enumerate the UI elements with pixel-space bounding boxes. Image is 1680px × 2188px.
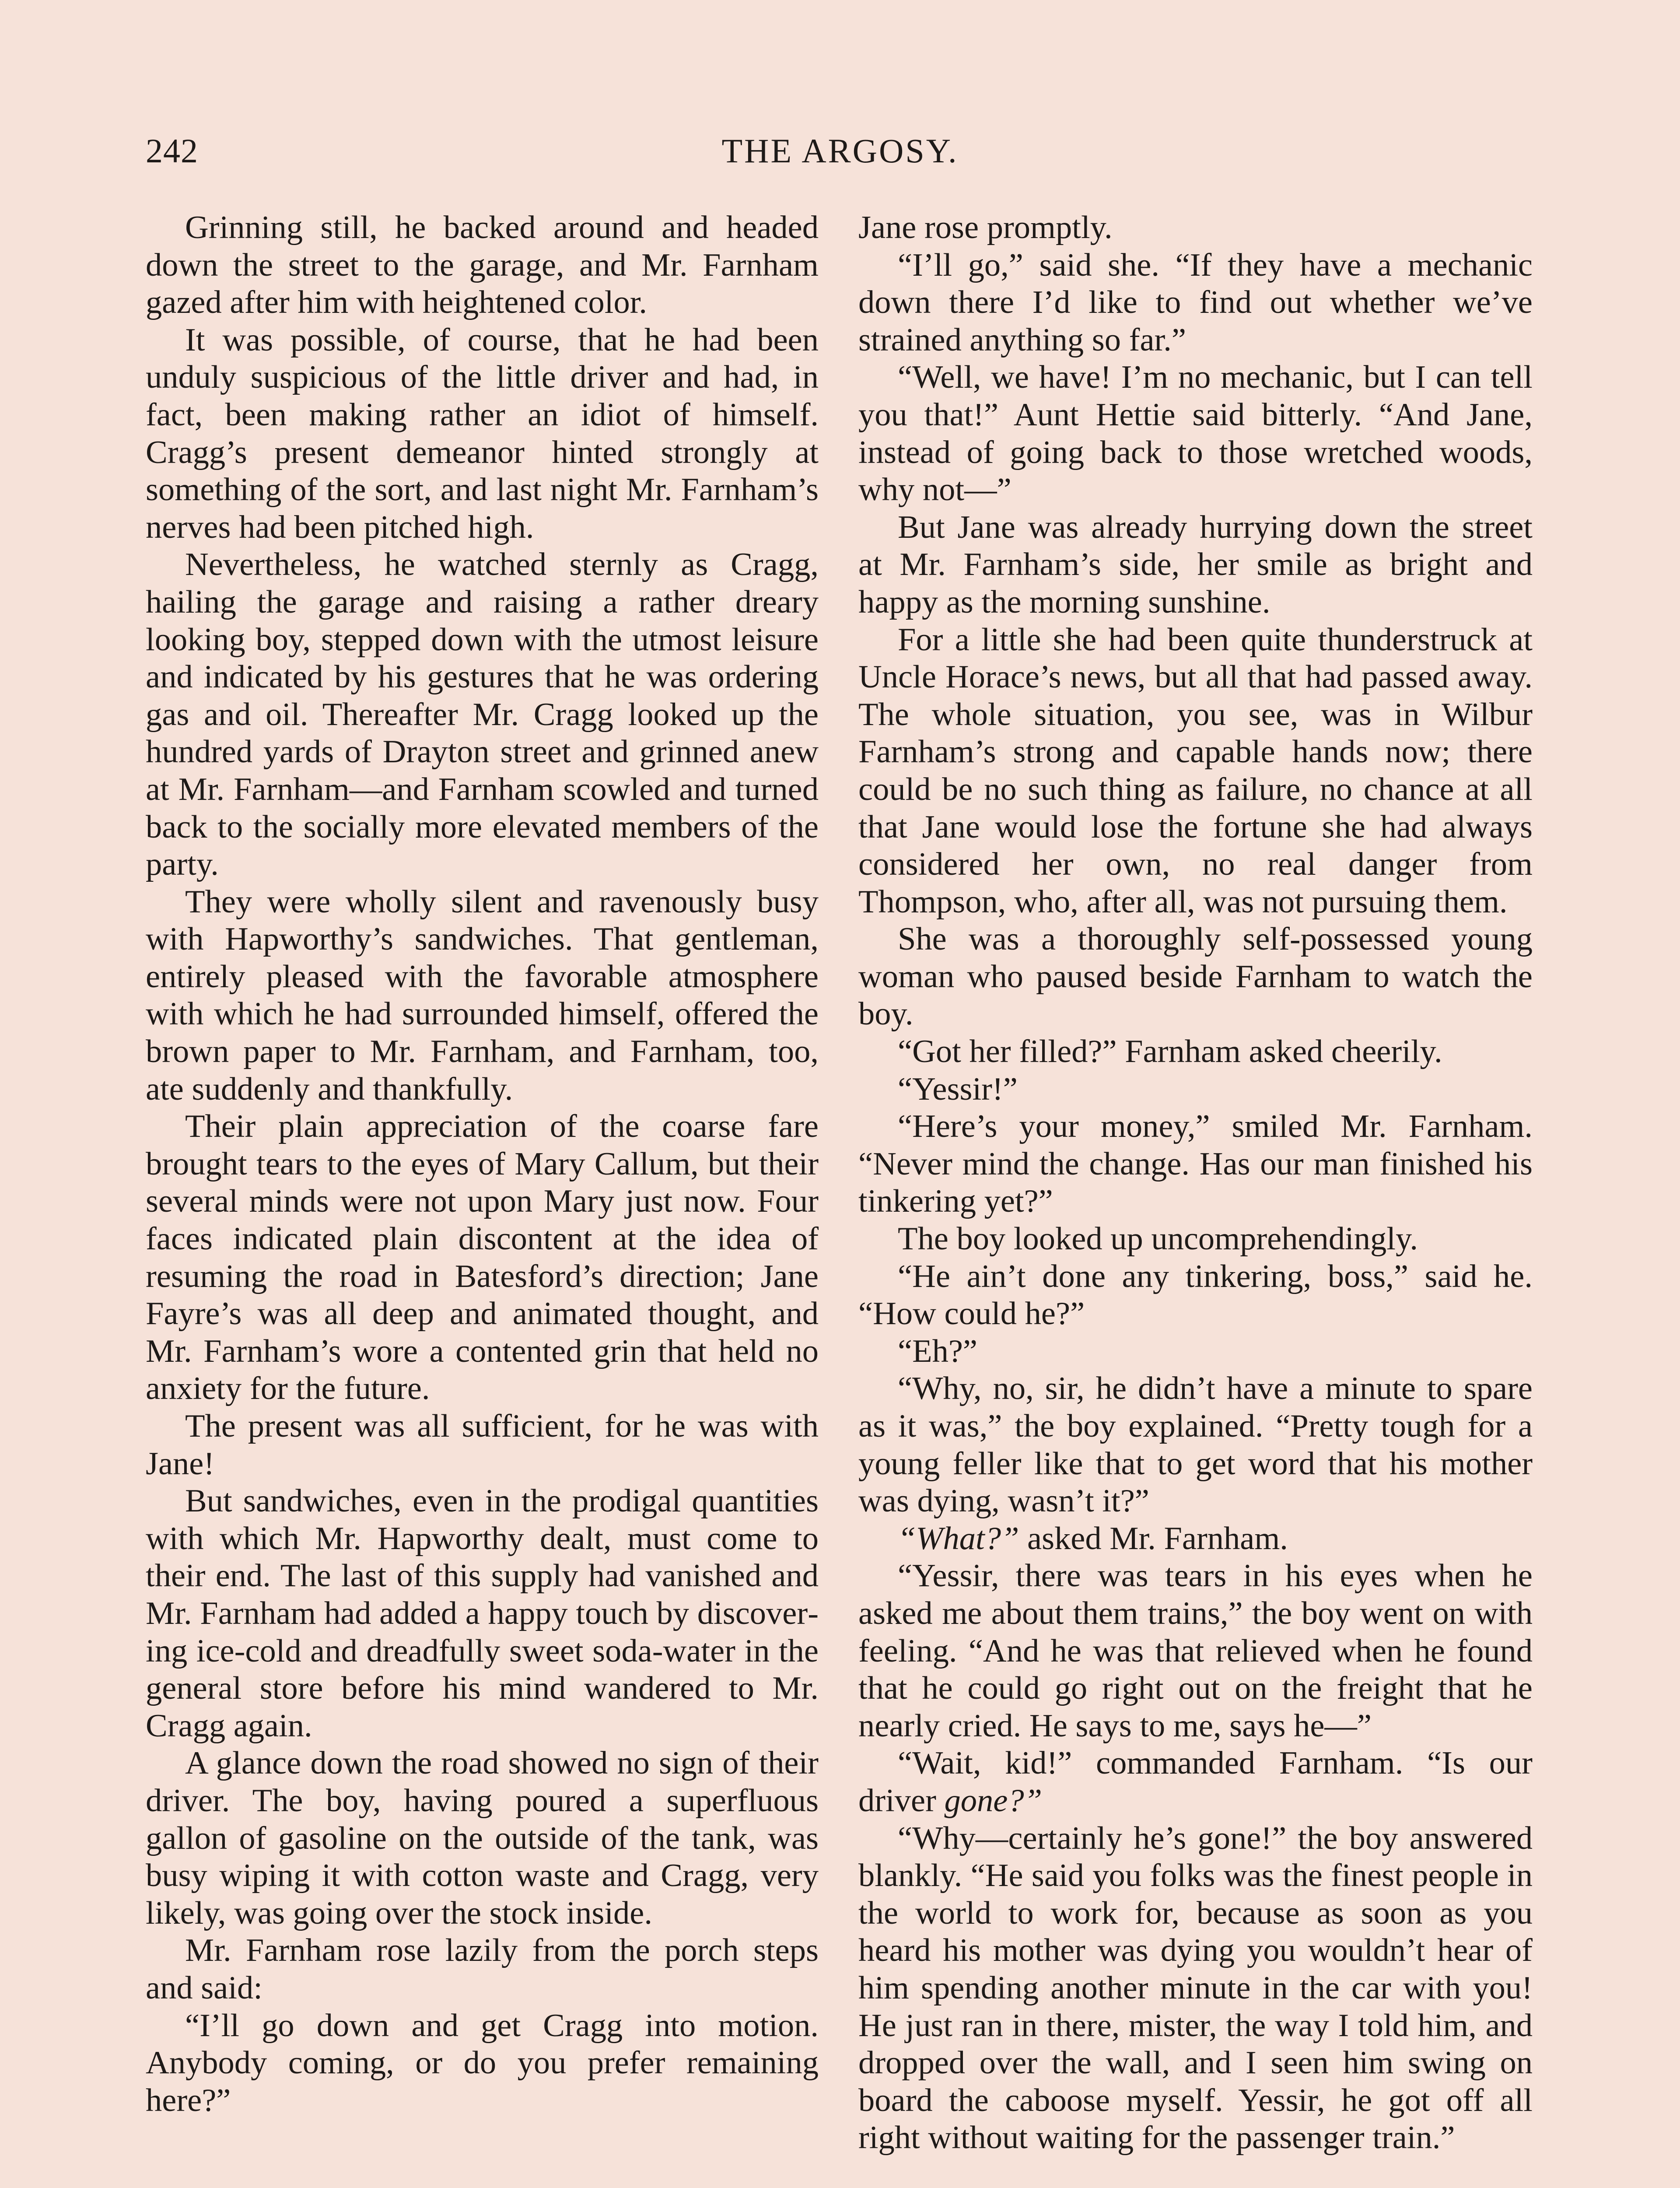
paragraph: For a little she had been quite thunderstruck at Uncle Horace’s news, but all that had passed away. The whole situation, you see, was in Wilbur Farnham’s strong and capable hands now; there could be no such thing as failure, no chance at all that Jane would lose the fortune she had always considered her own, no real danger from Thompson, who, after all, was not pursuing them. xyxy=(858,621,1533,920)
italic-text: gone?” xyxy=(944,1782,1043,1819)
paragraph: Grinning still, he backed around and headed down the street to the garage, and Mr. Farnham gazed after him with heightened color. xyxy=(146,210,819,321)
paragraph: “Eh?” xyxy=(898,1333,977,1369)
italic-text: “What?” xyxy=(898,1520,1019,1557)
paragraph: “Well, we have! I’m no mechanic, but I can tell you that!” Aunt Hettie said bitterly. “And Jane, instead of going back to those wretched woods, why not—” xyxy=(858,359,1533,508)
paragraph: Jane rose promptly. xyxy=(858,210,1113,245)
paragraph: It was possible, of course, that he had been unduly suspicious of the little driver and had, in fact, been making rather an idiot of himself. Cragg’s present demeanor hinted strongly at something of the sort, and last night Mr. Farnham’s nerves had been pitched high. xyxy=(146,322,819,545)
paragraph: “I’ll go,” said she. “If they have a mechanic down there I’d like to find out whether we’ve strained anything so far.” xyxy=(858,247,1533,358)
paragraph: They were wholly silent and ravenously busy with Hapworthy’s sandwiches. That gentleman, entirely pleased with the favorable atmosphere with which he had surrounded himself, offered the brown paper to Mr. Farnham, and Farnham, too, ate suddenly and thankfully. xyxy=(146,884,819,1107)
text: asked Mr. Farnham. xyxy=(1019,1520,1288,1557)
paragraph: The present was all sufficient, for he was with Jane! xyxy=(146,1408,819,1482)
paragraph: “Why, no, sir, he didn’t have a minute to spare as it was,” the boy explained. “Pretty tough for a young feller like that to get word that his mother was dying, wasn’t it?” xyxy=(858,1371,1533,1519)
right-column xyxy=(858,209,1533,2157)
paragraph: Nevertheless, he watched sternly as Cragg, hailing the garage and raising a rather dreary looking boy, stepped down with the utmost leisure and indicated by his gestures that he was ordering gas and oil. Thereafter Mr. Cragg looked up the hundred yards of Drayton street and grinned anew at Mr. Farnham—and Farnham scowled and turned back to the socially more elevated members of the party. xyxy=(146,547,819,883)
running-title: THE ARGOSY. xyxy=(721,132,959,170)
paragraph: Mr. Farnham rose lazily from the porch steps and said: xyxy=(146,1932,819,2006)
paragraph: “Why—certainly he’s gone!” the boy answered blankly. “He said you folks was the finest people in the world to work for, because as soon as you heard his mother was dying you wouldn’t hear of him spending another minute in the car with you! He just ran in there, mister, the way I told him, and dropped over the wall, and I seen him swing on board the caboose myself. Yessir, he got off all right without waiting for the passenger train.” xyxy=(858,1820,1533,2156)
paragraph: “Got her filled?” Farnham asked cheerily. xyxy=(898,1034,1442,1070)
paragraph: “I’ll go down and get Cragg into motion. Anybody coming, or do you prefer remaining here?” xyxy=(146,2007,819,2118)
paragraph: “Yessir, there was tears in his eyes when he asked me about them trains,” the boy went on with feeling. “And he was that relieved when he found that he could go right out on the freight that he nearly cried. He says to me, says he—” xyxy=(858,1558,1533,1744)
paragraph: “Yessir!” xyxy=(898,1071,1018,1107)
paragraph xyxy=(858,1745,1533,1820)
paragraph: “He ain’t done any tinkering, boss,” said he. “How could he?” xyxy=(858,1258,1533,1332)
paragraph: But Jane was already hurrying down the street at Mr. Farnham’s side, her smile as bright and happy as the morning sunshine. xyxy=(858,509,1533,620)
paragraph: Their plain appreciation of the coarse fare brought tears to the eyes of Mary Callum, but their several minds were not upon Mary just now. Four faces indicated plain discontent at the idea of resuming the road in Batesford’s direction; Jane Fayre’s was all deep and animated thought, and Mr. Farnham’s wore a contented grin that held no anxiety for the future. xyxy=(146,1108,819,1407)
page-number: 242 xyxy=(146,132,198,170)
paragraph: The boy looked up uncomprehendingly. xyxy=(898,1221,1418,1257)
text: “Wait, kid!” commanded Farnham. “Is our driver xyxy=(858,1745,1533,1819)
page-header xyxy=(0,131,1680,184)
paragraph: “Here’s your money,” smiled Mr. Farnham. “Never mind the change. Has our man finished his tinkering yet?” xyxy=(858,1108,1533,1220)
paragraph xyxy=(858,1520,1533,1558)
paragraph: But sandwiches, even in the prodigal quantities with which Mr. Hapworthy dealt, must come to their end. The last of this supply had vanished and Mr. Farnham had added a happy touch by discovering ice-cold and dreadfully sweet soda-water in the general store before his mind wandered to Mr. Cragg again. xyxy=(146,1483,819,1744)
paragraph: A glance down the road showed no sign of their driver. The boy, having poured a superfluous gallon of gasoline on the outside of the tank, was busy wiping it with cotton waste and Cragg, very likely, was going over the stock inside. xyxy=(146,1745,819,1931)
paragraph: She was a thoroughly self-possessed young woman who paused beside Farnham to watch the boy. xyxy=(858,921,1533,1032)
left-column xyxy=(146,209,819,2119)
